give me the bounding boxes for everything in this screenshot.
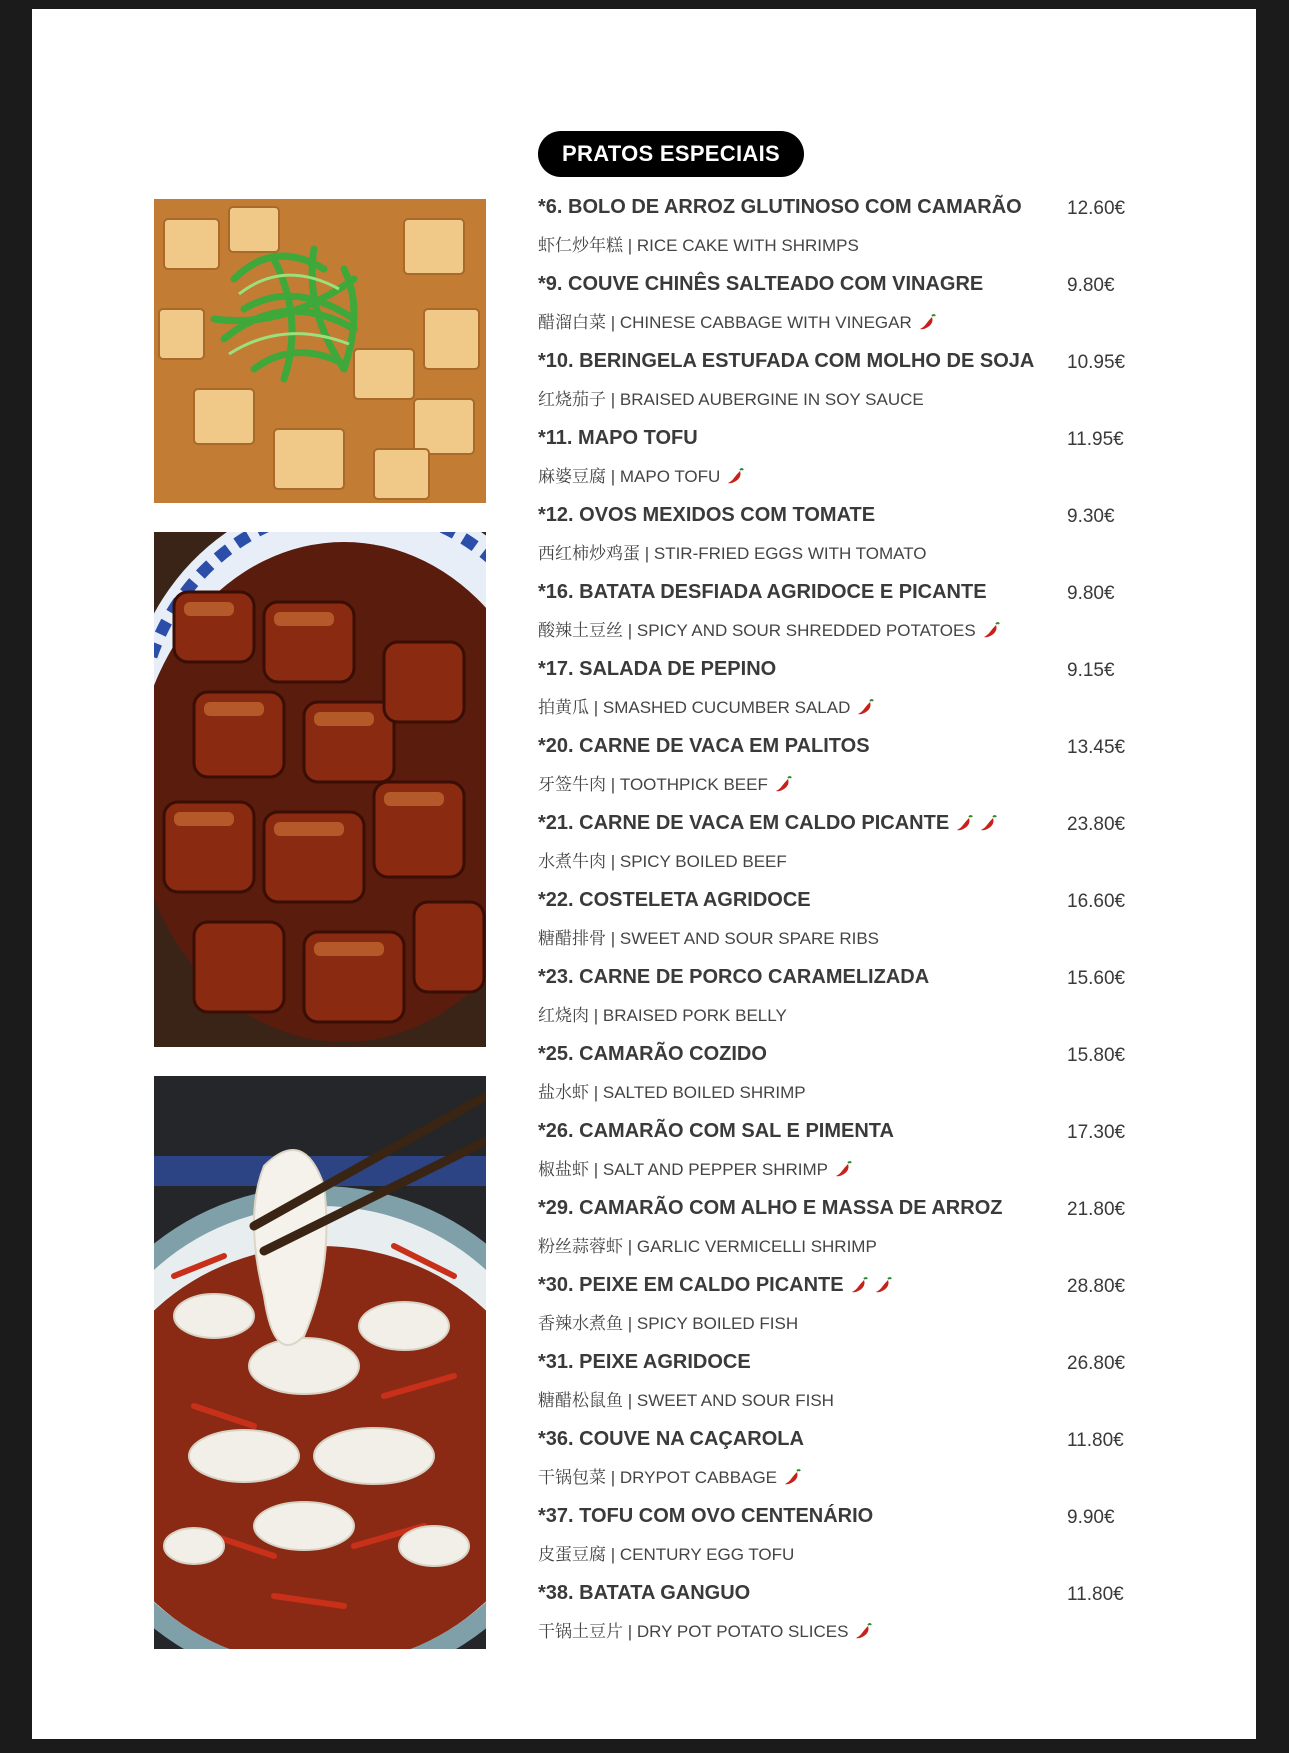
menu-item-price: 9.90€ [1067,1507,1115,1528]
spicy-fish-photo [154,1076,486,1649]
chili-pepper-icon [979,814,997,832]
menu-item-name: *20. CARNE DE VACA EM PALITOS [538,735,870,757]
menu-item-price: 16.60€ [1067,891,1126,912]
menu-item-price: 10.95€ [1067,352,1126,373]
braised-pork-photo [154,532,486,1047]
menu-item [538,965,1158,1042]
menu-item [538,1504,1158,1581]
menu-page [32,9,1256,1739]
menu-item-price: 9.80€ [1067,275,1115,296]
menu-item [538,1581,1158,1658]
section-title: PRATOS ESPECIAIS [538,131,804,177]
chili-pepper-icon [774,775,792,793]
menu-item [538,1350,1158,1427]
menu-item-price: 9.15€ [1067,660,1115,681]
menu-item-price: 28.80€ [1067,1276,1126,1297]
menu-item-description: 牙签牛肉 | TOOTHPICK BEEF [538,774,792,796]
menu-item-name: *37. TOFU COM OVO CENTENÁRIO [538,1505,874,1527]
menu-item-name: *10. BERINGELA ESTUFADA COM MOLHO DE SOJA [538,350,1035,372]
mapo-tofu-photo [154,199,486,503]
menu-item-description: 盐水虾 | SALTED BOILED SHRIMP [538,1083,806,1102]
menu-item-price: 17.30€ [1067,1122,1126,1143]
menu-item-price: 11.80€ [1067,1584,1124,1605]
menu-item-description: 香辣水煮鱼 | SPICY BOILED FISH [538,1314,799,1333]
menu-item-name: *21. CARNE DE VACA EM CALDO PICANTE [538,811,997,835]
menu-item [538,811,1158,888]
menu-item-description: 红烧肉 | BRAISED PORK BELLY [538,1006,787,1025]
menu-item [538,580,1158,657]
menu-item [538,1196,1158,1273]
menu-list [538,195,1158,1658]
menu-item-description: 干锅土豆片 | DRY POT POTATO SLICES [538,1621,872,1643]
menu-item [538,1119,1158,1196]
chili-pepper-icon [783,1468,801,1486]
chili-pepper-icon [982,621,1000,639]
chili-pepper-icon [726,467,744,485]
menu-item [538,1427,1158,1504]
menu-item-name: *23. CARNE DE PORCO CARAMELIZADA [538,966,930,988]
menu-item [538,734,1158,811]
menu-item-description: 红烧茄子 | BRAISED AUBERGINE IN SOY SAUCE [538,390,924,409]
menu-item-description: 干锅包菜 | DRYPOT CABBAGE [538,1467,801,1489]
menu-item-name: *6. BOLO DE ARROZ GLUTINOSO COM CAMARÃO [538,196,1022,218]
menu-item-description: 虾仁炒年糕 | RICE CAKE WITH SHRIMPS [538,236,859,255]
menu-item-name: *16. BATATA DESFIADA AGRIDOCE E PICANTE [538,581,987,603]
menu-item-price: 11.80€ [1067,1430,1124,1451]
menu-item-name: *26. CAMARÃO COM SAL E PIMENTA [538,1120,894,1142]
menu-item-description: 水煮牛肉 | SPICY BOILED BEEF [538,852,787,871]
menu-item-description: 椒盐虾 | SALT AND PEPPER SHRIMP [538,1159,852,1181]
menu-item-name: *9. COUVE CHINÊS SALTEADO COM VINAGRE [538,273,984,295]
menu-item-price: 9.80€ [1067,583,1115,604]
menu-item-name: *25. CAMARÃO COZIDO [538,1043,767,1065]
menu-item-price: 9.30€ [1067,506,1115,527]
menu-item-price: 15.80€ [1067,1045,1126,1066]
chili-pepper-icon [874,1276,892,1294]
chili-pepper-icon [854,1622,872,1640]
menu-item [538,1273,1158,1350]
menu-item-name: *12. OVOS MEXIDOS COM TOMATE [538,504,876,526]
menu-item-name: *22. COSTELETA AGRIDOCE [538,889,811,911]
menu-item [538,503,1158,580]
menu-item-price: 13.45€ [1067,737,1126,758]
menu-item-description: 糖醋松鼠鱼 | SWEET AND SOUR FISH [538,1391,834,1410]
chili-pepper-icon [955,814,973,832]
chili-pepper-icon [834,1160,852,1178]
menu-item-price: 26.80€ [1067,1353,1126,1374]
menu-item-description: 麻婆豆腐 | MAPO TOFU [538,466,744,488]
menu-item [538,272,1158,349]
menu-item-description: 西红柿炒鸡蛋 | STIR-FRIED EGGS WITH TOMATO [538,544,927,563]
menu-item [538,888,1158,965]
chili-pepper-icon [918,313,936,331]
menu-item [538,195,1158,272]
chili-pepper-icon [856,698,874,716]
menu-item [538,349,1158,426]
menu-item-name: *38. BATATA GANGUO [538,1582,751,1604]
menu-item-description: 拍黄瓜 | SMASHED CUCUMBER SALAD [538,697,874,719]
menu-item-name: *17. SALADA DE PEPINO [538,658,777,680]
menu-item-name: *31. PEIXE AGRIDOCE [538,1351,751,1373]
menu-item-name: *29. CAMARÃO COM ALHO E MASSA DE ARROZ [538,1197,1003,1219]
menu-item-price: 11.95€ [1067,429,1124,450]
menu-item [538,1042,1158,1119]
menu-item-price: 12.60€ [1067,198,1126,219]
menu-item-price: 21.80€ [1067,1199,1126,1220]
menu-item-description: 醋溜白菜 | CHINESE CABBAGE WITH VINEGAR [538,312,936,334]
menu-item-name: *11. MAPO TOFU [538,427,698,449]
menu-item-description: 糖醋排骨 | SWEET AND SOUR SPARE RIBS [538,929,880,948]
menu-item-description: 粉丝蒜蓉虾 | GARLIC VERMICELLI SHRIMP [538,1237,877,1256]
menu-item [538,657,1158,734]
chili-pepper-icon [850,1276,868,1294]
menu-item-price: 15.60€ [1067,968,1126,989]
menu-item-description: 皮蛋豆腐 | CENTURY EGG TOFU [538,1545,795,1564]
menu-item-name: *36. COUVE NA CAÇAROLA [538,1428,804,1450]
menu-item-description: 酸辣土豆丝 | SPICY AND SOUR SHREDDED POTATOES [538,620,1000,642]
menu-item [538,426,1158,503]
menu-item-name: *30. PEIXE EM CALDO PICANTE [538,1273,892,1297]
menu-item-price: 23.80€ [1067,814,1126,835]
